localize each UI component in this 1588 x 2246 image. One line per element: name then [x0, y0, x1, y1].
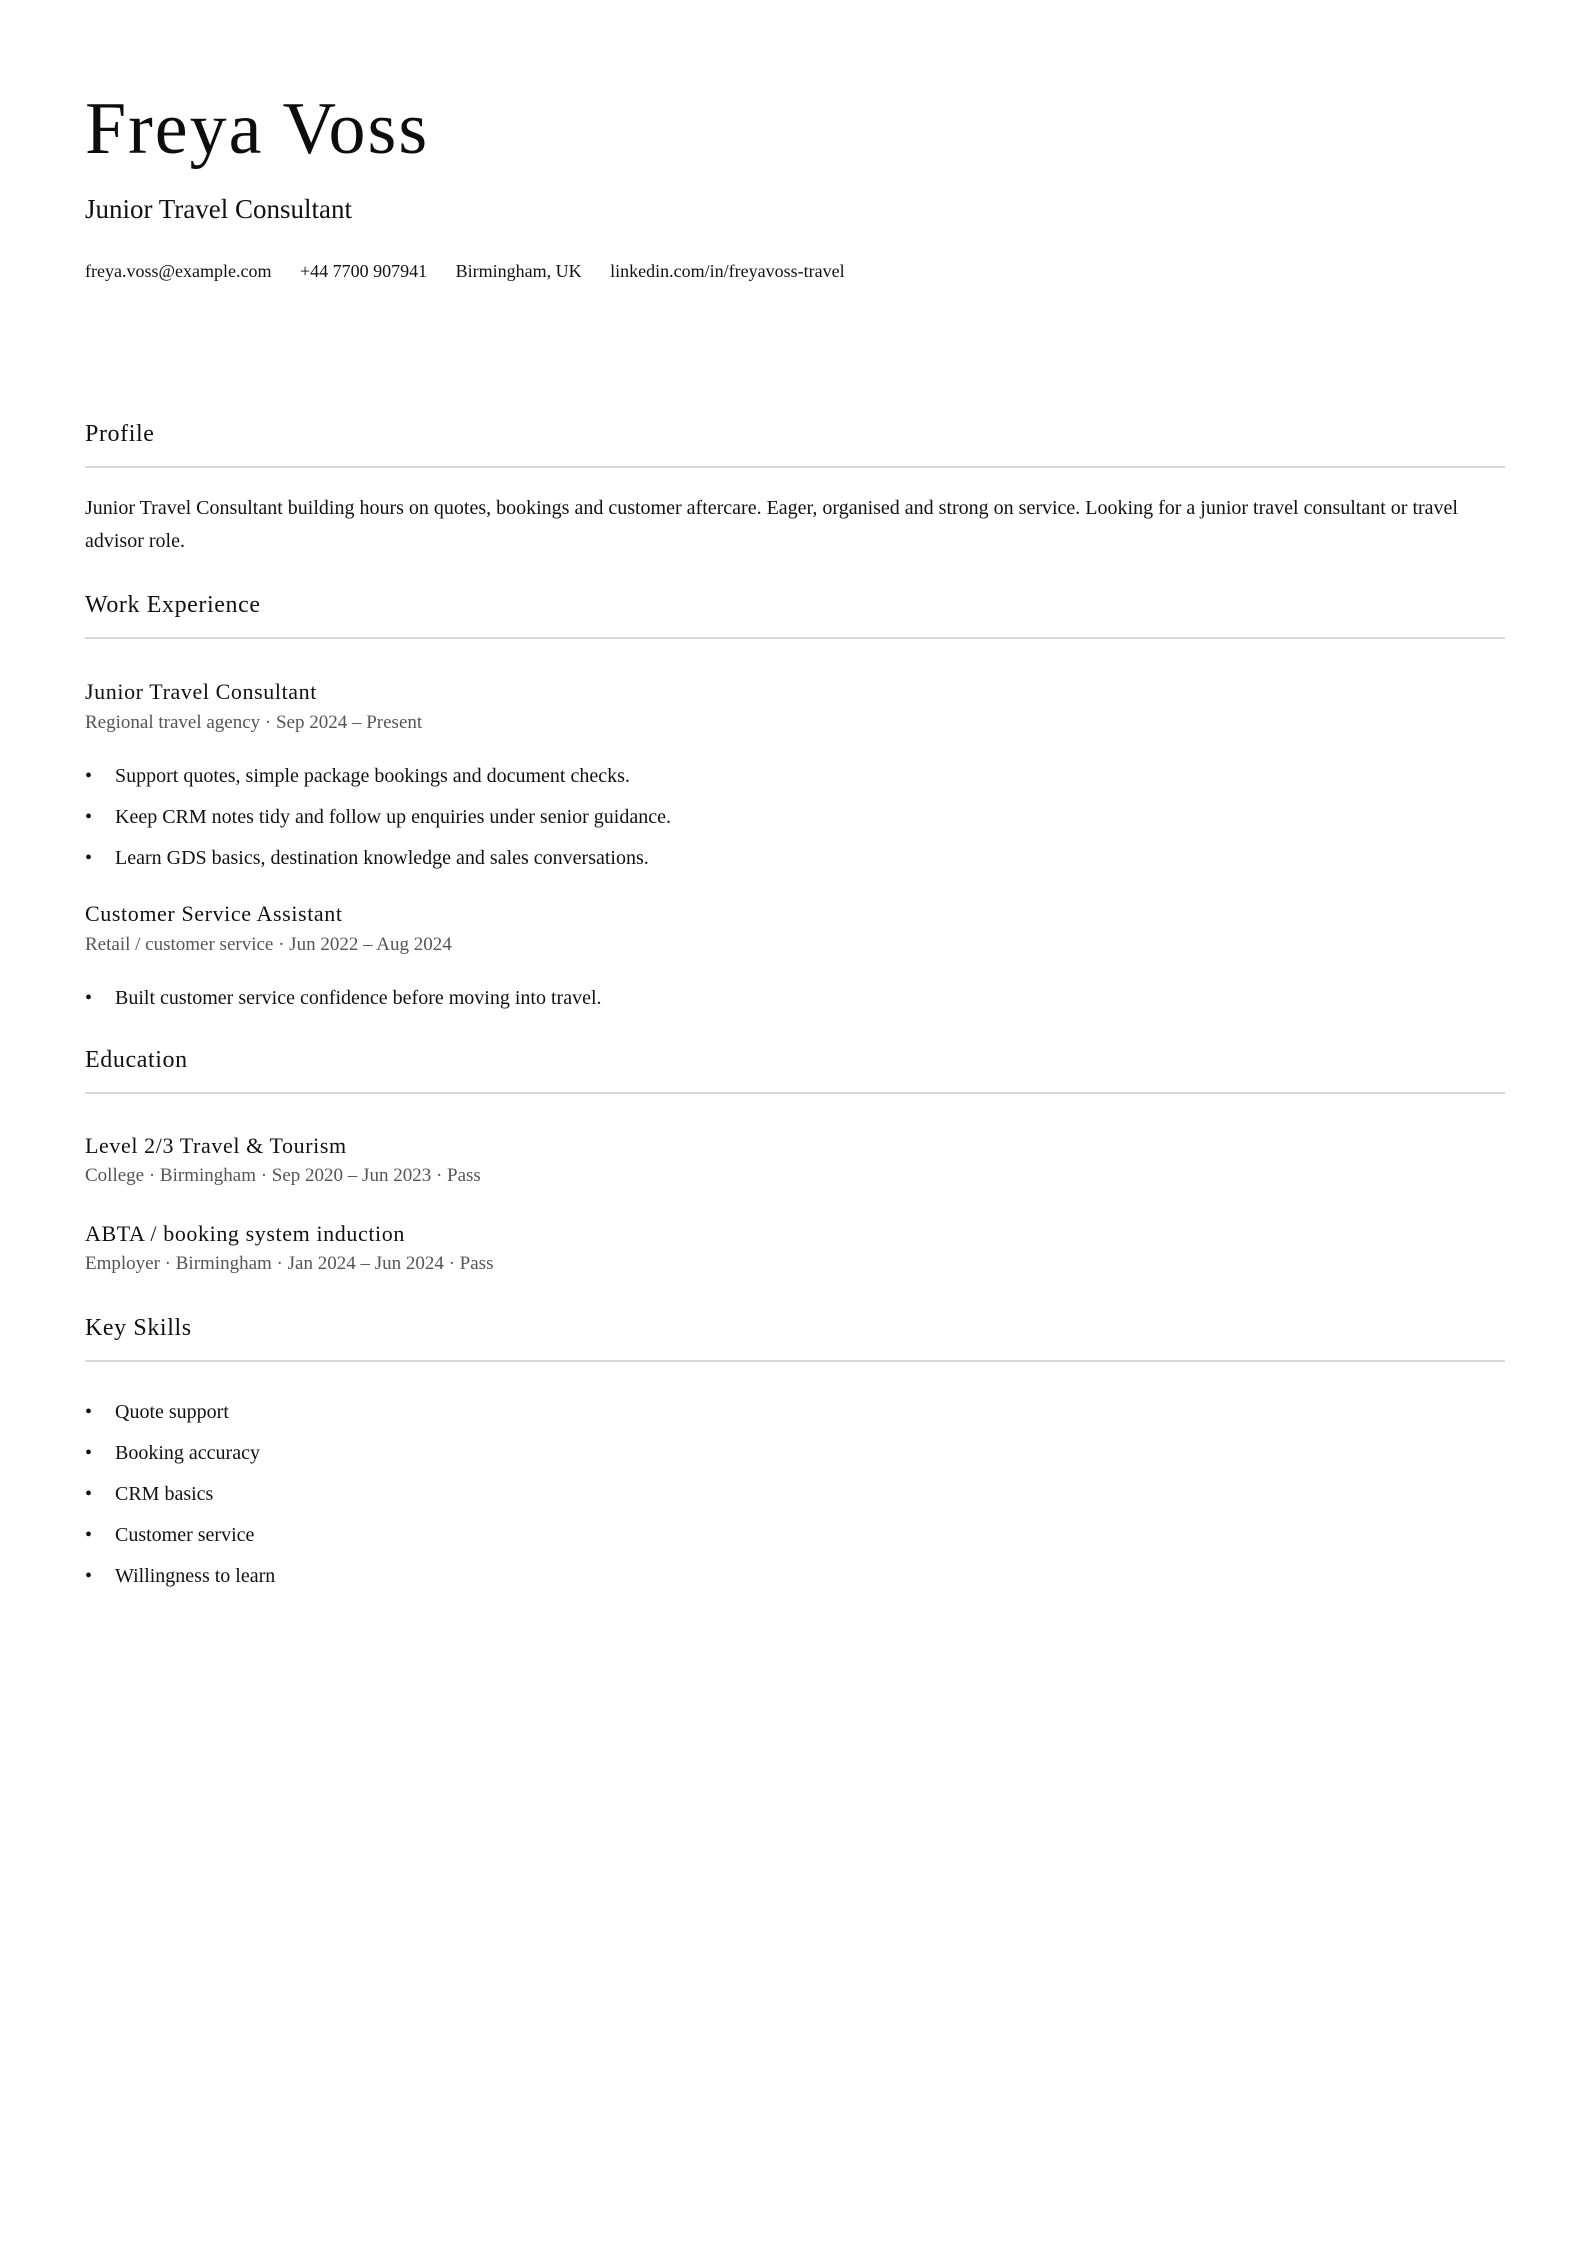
- job-meta: Retail / customer service · Jun 2022 – Aug 2024: [85, 934, 452, 955]
- section-divider: [85, 1092, 1505, 1094]
- section-divider: [85, 466, 1505, 468]
- contact-linkedin[interactable]: linkedin.com/in/freyavoss-travel: [610, 261, 845, 281]
- skill-item: • Customer service: [85, 1525, 275, 1566]
- contact-line: [85, 262, 869, 280]
- contact-email[interactable]: freya.voss@example.com: [85, 261, 272, 281]
- contact-phone[interactable]: +44 7700 907941: [300, 261, 428, 281]
- candidate-title: Junior Travel Consultant: [85, 194, 353, 224]
- education-title: Level 2/3 Travel & Tourism: [85, 1133, 347, 1158]
- job-bullets: [85, 766, 671, 889]
- skill-item: • CRM basics: [85, 1484, 275, 1525]
- education-meta: College · Birmingham · Sep 2020 – Jun 2023 · Pass: [85, 1165, 481, 1186]
- profile-summary: Junior Travel Consultant building hours on quotes, bookings and customer aftercare. Eager, organised and strong on service. Looking for a junior travel consultant or travel advisor role.: [85, 497, 1458, 552]
- skill-item: • Willingness to learn: [85, 1566, 275, 1607]
- skill-item: • Booking accuracy: [85, 1443, 275, 1484]
- skills-list: [85, 1402, 275, 1607]
- job-title: Junior Travel Consultant: [85, 679, 317, 704]
- contact-location: Birmingham, UK: [455, 261, 582, 281]
- section-heading-profile: Profile: [85, 421, 155, 447]
- skill-item: • Quote support: [85, 1402, 275, 1443]
- list-item: • Built customer service confidence before moving into travel.: [85, 988, 602, 1029]
- section-heading-experience: Work Experience: [85, 592, 261, 618]
- section-divider: [85, 1360, 1505, 1362]
- list-item: • Support quotes, simple package bookings and document checks.: [85, 766, 671, 807]
- section-heading-education: Education: [85, 1047, 188, 1073]
- section-divider: [85, 637, 1505, 639]
- education-title: ABTA / booking system induction: [85, 1221, 405, 1246]
- job-title: Customer Service Assistant: [85, 901, 343, 926]
- candidate-name: Freya Voss: [85, 88, 430, 170]
- education-meta: Employer · Birmingham · Jan 2024 – Jun 2024 · Pass: [85, 1253, 494, 1274]
- list-item: • Keep CRM notes tidy and follow up enquiries under senior guidance.: [85, 807, 671, 848]
- section-heading-skills: Key Skills: [85, 1315, 192, 1341]
- list-item: • Learn GDS basics, destination knowledge and sales conversations.: [85, 848, 671, 889]
- job-bullets: [85, 988, 602, 1029]
- job-meta: Regional travel agency · Sep 2024 – Present: [85, 712, 423, 733]
